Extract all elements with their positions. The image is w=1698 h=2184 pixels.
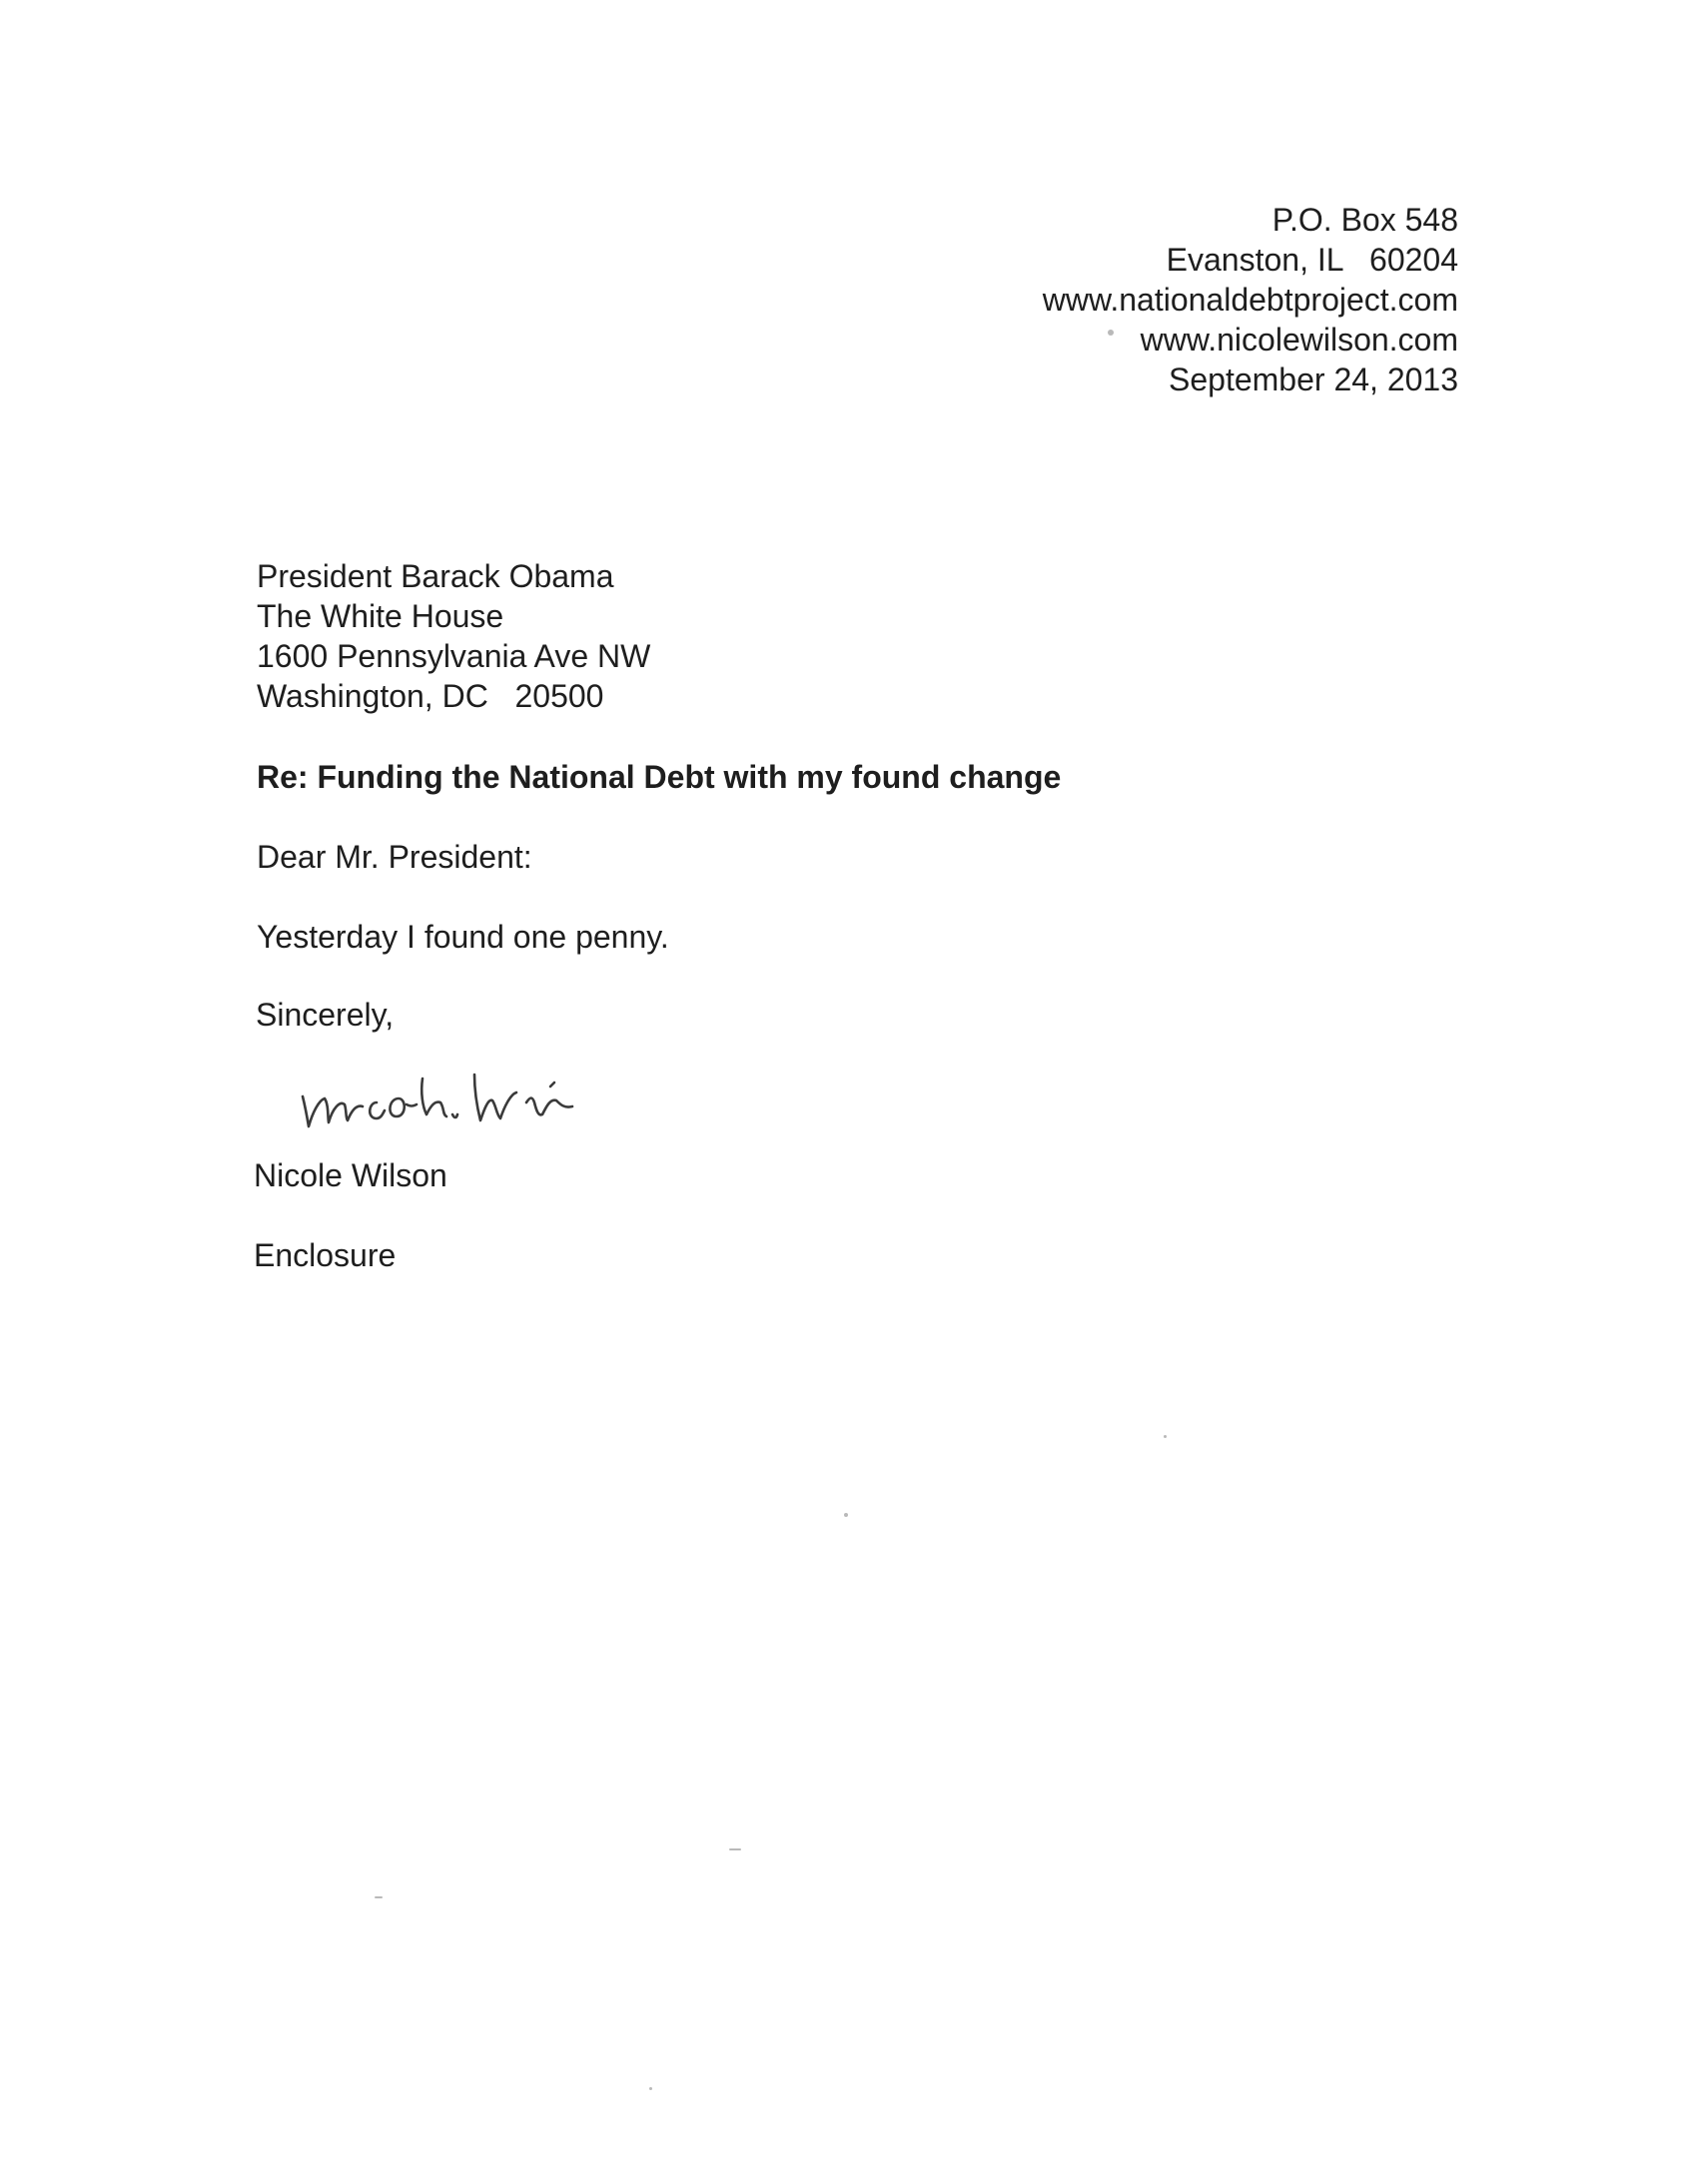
handwritten-signature [295, 1049, 684, 1138]
scan-speck [649, 2087, 652, 2090]
recipient-city-state-zip: Washington, DC 20500 [257, 678, 604, 714]
salutation: Dear Mr. President: [257, 839, 532, 875]
signer-name: Nicole Wilson [254, 1157, 447, 1193]
sender-po-box: P.O. Box 548 [1272, 202, 1458, 238]
letter-body: Yesterday I found one penny. [257, 919, 669, 955]
sender-website-1: www.nationaldebtproject.com [1042, 282, 1458, 318]
sender-city-state-zip: Evanston, IL 60204 [1166, 242, 1458, 278]
scan-speck [844, 1513, 848, 1517]
letter-date: September 24, 2013 [1169, 362, 1458, 397]
recipient-street: 1600 Pennsylvania Ave NW [257, 638, 651, 674]
enclosure-note: Enclosure [254, 1237, 397, 1273]
scan-speck [1164, 1435, 1167, 1438]
recipient-organization: The White House [257, 598, 504, 634]
recipient-name: President Barack Obama [257, 558, 614, 594]
subject-line: Re: Funding the National Debt with my found change [257, 759, 1062, 795]
recipient-address-block [257, 556, 650, 716]
sender-address-block [1043, 200, 1458, 399]
scan-speck [375, 1896, 383, 1898]
scan-speck [1108, 330, 1114, 336]
closing: Sincerely, [256, 997, 395, 1033]
sender-website-2: www.nicolewilson.com [1140, 322, 1458, 358]
scan-speck [729, 1848, 741, 1850]
